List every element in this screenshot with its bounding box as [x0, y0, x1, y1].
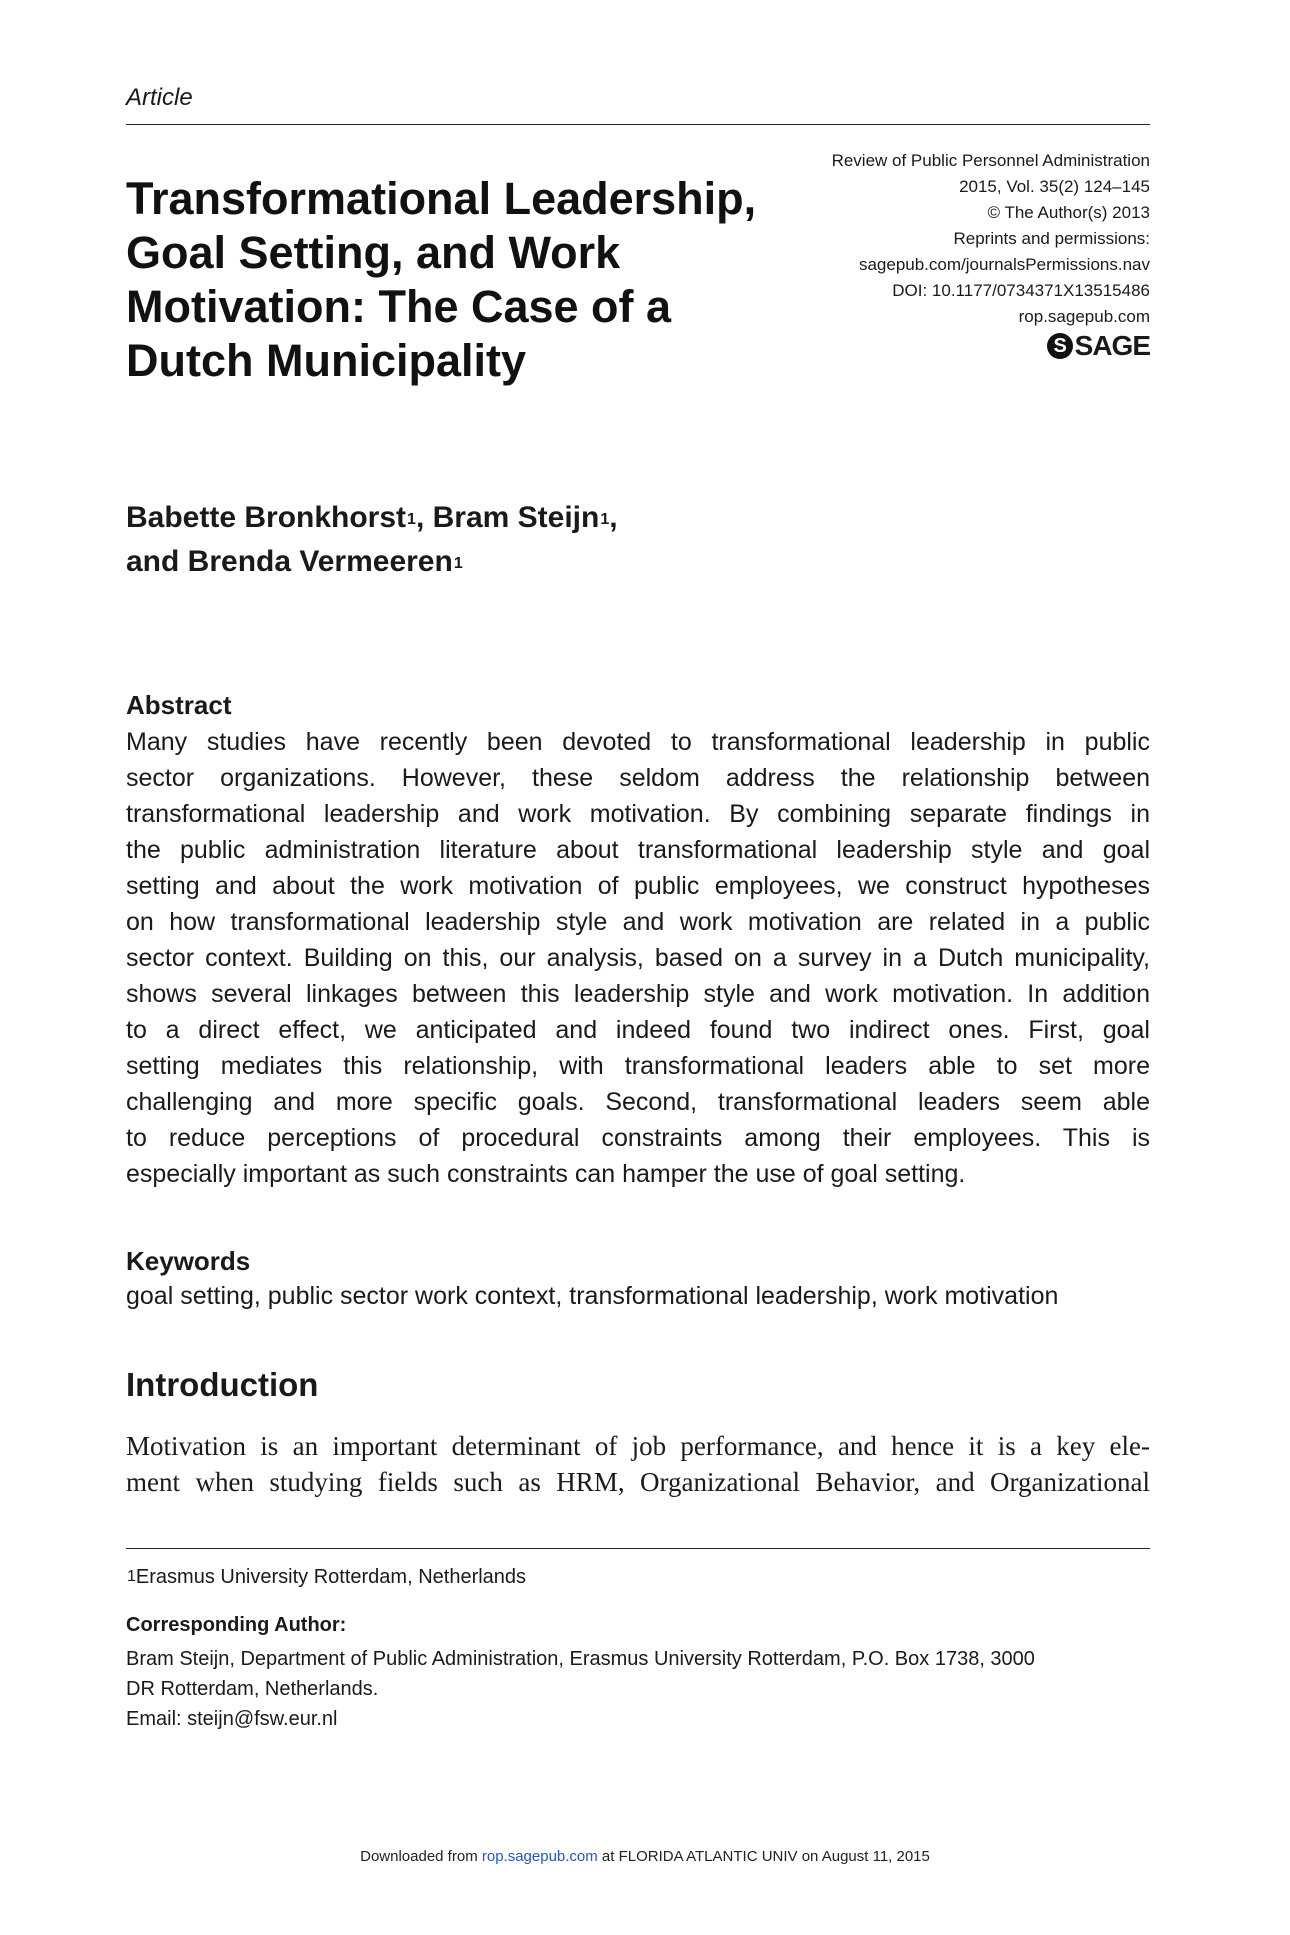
author-name: , Bram Steijn	[415, 501, 600, 534]
copyright: © The Author(s) 2013	[987, 203, 1150, 222]
affiliation-text: Erasmus University Rotterdam, Netherlands	[135, 1566, 527, 1588]
abstract-line: the public administration literature about transformational leadership style and goal	[126, 836, 1150, 864]
body-line: Motivation is an important determinant of job performance, and hence it is a key ele-	[126, 1431, 1150, 1461]
introduction-body	[126, 1428, 1150, 1500]
affiliation-note	[126, 1566, 526, 1589]
author-list	[126, 496, 618, 584]
download-suffix: at FLORIDA ATLANTIC UNIV on August 11, 2015	[597, 1848, 930, 1865]
doi: DOI: 10.1177/0734371X13515486	[892, 281, 1150, 300]
abstract-line: sector organizations. However, these seldom address the relationship between	[126, 764, 1150, 792]
header-rule	[126, 124, 1150, 125]
title-line: Motivation: The Case of a	[126, 281, 672, 332]
sage-mark-icon: S	[1047, 333, 1073, 359]
reprints-label: Reprints and permissions:	[953, 229, 1150, 248]
title-line: Goal Setting, and Work	[126, 227, 621, 278]
journal-info	[730, 148, 1150, 330]
abstract-line: setting and about the work motivation of public employees, we construct hypotheses	[126, 872, 1150, 900]
journal-name: Review of Public Personnel Administration	[831, 151, 1150, 170]
author-name: Babette Bronkhorst	[126, 501, 407, 534]
abstract-line: to a direct effect, we anticipated and indeed found two indirect ones. First, goal	[126, 1016, 1150, 1044]
download-prefix: Downloaded from	[360, 1848, 482, 1865]
abstract-line: sector context. Building on this, our analysis, based on a survey in a Dutch municipality,	[126, 944, 1150, 972]
introduction-heading: Introduction	[126, 1366, 319, 1403]
title-line: Transformational Leadership,	[126, 173, 757, 224]
download-note	[0, 1848, 1290, 1865]
download-link[interactable]: rop.sagepub.com	[481, 1848, 598, 1865]
affiliation-marker: 1	[407, 511, 416, 528]
keywords-list: goal setting, public sector work context, transformational leadership, work motivation	[126, 1282, 1059, 1310]
affiliation-marker: 1	[453, 555, 463, 572]
abstract-line: Many studies have recently been devoted to transformational leadership in public	[126, 728, 1150, 756]
permissions-link[interactable]: sagepub.com/journalsPermissions.nav	[858, 255, 1150, 274]
abstract-line: on how transformational leadership style and work motivation are related in a public	[126, 908, 1150, 936]
abstract-line: especially important as such constraints can hamper the use of goal setting.	[126, 1160, 966, 1188]
article-type-label: Article	[126, 84, 193, 111]
corresponding-address: Bram Steijn, Department of Public Administration, Erasmus University Rotterdam, P.O. Box 1738, 3000	[126, 1648, 1035, 1670]
abstract-body	[126, 724, 1150, 1192]
author-line	[126, 496, 618, 540]
sage-wordmark: SAGE	[1074, 330, 1150, 361]
corresponding-email[interactable]: Email: steijn@fsw.eur.nl	[126, 1708, 338, 1730]
abstract-line: challenging and more specific goals. Second, transformational leaders seem able	[126, 1088, 1150, 1116]
author-name: and Brenda Vermeeren	[126, 545, 453, 578]
affiliation-marker: 1	[127, 1568, 136, 1585]
corresponding-address: DR Rotterdam, Netherlands.	[126, 1678, 379, 1700]
journal-volume: 2015, Vol. 35(2) 124–145	[959, 177, 1150, 196]
corresponding-author-heading: Corresponding Author:	[126, 1614, 347, 1636]
abstract-line: to reduce perceptions of procedural constraints among their employees. This is	[126, 1124, 1150, 1152]
footnote-rule	[126, 1548, 1150, 1549]
abstract-line: transformational leadership and work motivation. By combining separate findings in	[126, 800, 1150, 828]
journal-url[interactable]: rop.sagepub.com	[1018, 307, 1150, 326]
sage-logo	[1047, 330, 1150, 362]
abstract-line: setting mediates this relationship, with transformational leaders able to set more	[126, 1052, 1150, 1080]
keywords-heading: Keywords	[126, 1246, 251, 1276]
title-line: Dutch Municipality	[126, 335, 527, 386]
corresponding-author-details	[126, 1644, 1156, 1734]
affiliation-marker: 1	[600, 511, 610, 528]
abstract-line: shows several linkages between this leadership style and work motivation. In addition	[126, 980, 1150, 1008]
author-line	[126, 540, 618, 584]
paper-title	[126, 172, 826, 388]
abstract-heading: Abstract	[126, 690, 232, 720]
body-line: ment when studying fields such as HRM, Organizational Behavior, and Organizational	[126, 1467, 1150, 1497]
author-separator: ,	[609, 501, 618, 534]
